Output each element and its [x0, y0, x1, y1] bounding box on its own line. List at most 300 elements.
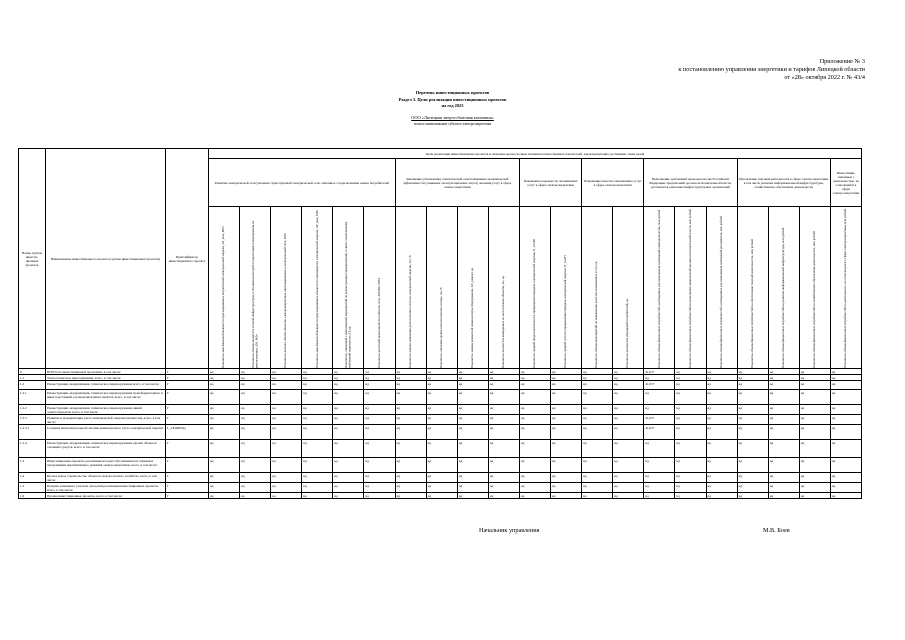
- row-value: нд: [209, 375, 240, 381]
- row-value: нд: [364, 440, 395, 458]
- row-value: нд: [333, 415, 364, 425]
- row-value: нд: [519, 440, 550, 458]
- header-indicator: [675, 207, 706, 369]
- row-value: нд: [395, 473, 426, 483]
- row-value: нд: [582, 425, 613, 440]
- header-project-id: Идентификатор инвестиционного проекта: [166, 149, 209, 369]
- appendix-date: от «28» октября 2022 г. № 43/4: [784, 74, 865, 81]
- header-indicator-label: Показатель максимальной мощности присоединяемых потребителей электрической энергии, ΔР_max, МВт: [221, 225, 226, 368]
- header-indicator-label: Показатель максимальной мощности присоединяемых объектов по производству электрической энергии, ΔР_max, МВт: [314, 209, 319, 368]
- row-value: нд: [551, 369, 582, 375]
- row-value: нд: [488, 440, 519, 458]
- row-value: нд: [644, 458, 675, 473]
- row-value: нд: [271, 493, 302, 499]
- row-value: нд: [706, 493, 737, 499]
- row-value: нд: [302, 425, 333, 440]
- row-value: нд: [551, 473, 582, 483]
- row-value: нд: [768, 440, 799, 458]
- title-line-2: Раздел 3. Цели реализации инвестиционных проектов: [398, 96, 507, 102]
- row-value: нд: [364, 483, 395, 493]
- header-goal-group: Выполнение требований законодательства Российской Федерации, предписаний органов исполнительной власти, регламентов рыночных инфраструктурных организаций: [644, 159, 737, 207]
- row-value: нд: [768, 375, 799, 381]
- row-value: нд: [737, 483, 768, 493]
- row-value: нд: [395, 390, 426, 405]
- row-value: нд: [768, 473, 799, 483]
- header-indicator: [582, 207, 613, 369]
- row-value: нд: [737, 473, 768, 483]
- row-project-name: Инвестиционные проекты, реализация которых обуславливается схемами и программами перспективного развития электроэнергетики, всего, в том числе:: [46, 458, 166, 473]
- row-project-name: Покупка земельных участков для целей реализации инвестиционных проектов, всего, в том числе:: [46, 483, 166, 493]
- row-value: нд: [457, 375, 488, 381]
- row-project-id: L_LEsk6052q: [166, 425, 209, 440]
- header-indicator-label: Показатель объема финансовых потребностей на выполнение предписаний органов исполнительной власти, млн рублей: [687, 208, 692, 368]
- row-value: нд: [675, 458, 706, 473]
- row-number: 1.2.3: [19, 415, 46, 425]
- row-value: нд: [395, 458, 426, 473]
- row-value: нд: [675, 405, 706, 415]
- row-number: 1.2.2: [19, 405, 46, 415]
- row-value: нд: [395, 425, 426, 440]
- row-value: нд: [333, 369, 364, 375]
- row-project-id: Г: [166, 405, 209, 415]
- header-indicator: [426, 207, 457, 369]
- row-value: нд: [737, 381, 768, 390]
- row-value: нд: [240, 390, 271, 405]
- row-value: нд: [613, 381, 644, 390]
- row-value: нд: [333, 425, 364, 440]
- row-value: нд: [613, 375, 644, 381]
- row-number: 1.2.1: [19, 390, 46, 405]
- appendix-number: Приложение № 3: [819, 58, 865, 65]
- row-value: нд: [582, 483, 613, 493]
- row-value: нд: [799, 425, 830, 440]
- row-value: 41,057: [644, 369, 675, 375]
- header-indicator: [706, 207, 737, 369]
- header-indicator-label: Показатель объема финансовых потребностей, необходимых для выполнения требований регламентов, млн рублей: [718, 215, 723, 368]
- row-value: нд: [799, 440, 830, 458]
- row-value: нд: [302, 493, 333, 499]
- row-value: нд: [613, 483, 644, 493]
- row-value: нд: [644, 440, 675, 458]
- header-indicator: [551, 207, 582, 369]
- row-value: нд: [302, 483, 333, 493]
- header-indicator-label: Показатель объема финансовых потребностей на деятельность, не относящуюся к сфере электроэнергетики, млн рублей: [843, 208, 848, 368]
- row-value: нд: [582, 369, 613, 375]
- row-value: нд: [675, 369, 706, 375]
- row-value: нд: [830, 390, 861, 405]
- table-row: [19, 473, 862, 483]
- header-indicator-label: Показатель объема финансовых потребностей на хозяйственное обеспечение деятельности, млн рублей: [812, 230, 817, 368]
- row-value: нд: [830, 425, 861, 440]
- row-value: нд: [768, 405, 799, 415]
- row-value: нд: [551, 381, 582, 390]
- row-value: нд: [799, 369, 830, 375]
- row-value: нд: [240, 375, 271, 381]
- header-indicator: [302, 207, 333, 369]
- table-row: [19, 483, 862, 493]
- row-value: нд: [302, 440, 333, 458]
- row-value: нд: [799, 381, 830, 390]
- row-value: нд: [271, 381, 302, 390]
- row-value: нд: [426, 440, 457, 458]
- row-value: нд: [395, 405, 426, 415]
- row-value: нд: [302, 405, 333, 415]
- organization-name: ООО «Липецкая энергосбытовая компания»: [411, 114, 494, 120]
- row-value: нд: [364, 493, 395, 499]
- row-number: 1.2: [19, 381, 46, 390]
- header-indicator: [209, 207, 240, 369]
- row-value: нд: [799, 493, 830, 499]
- row-value: 41,057: [644, 425, 675, 440]
- row-value: нд: [395, 369, 426, 375]
- row-value: нд: [364, 473, 395, 483]
- row-value: нд: [302, 369, 333, 375]
- row-value: нд: [209, 415, 240, 425]
- row-value: нд: [426, 415, 457, 425]
- row-project-id: Г: [166, 415, 209, 425]
- row-value: нд: [240, 415, 271, 425]
- row-value: 41,057: [644, 381, 675, 390]
- row-project-id: Г: [166, 458, 209, 473]
- row-number: 1.3: [19, 458, 46, 473]
- row-project-id: Г: [166, 493, 209, 499]
- row-value: нд: [582, 440, 613, 458]
- row-number: 1.4: [19, 473, 46, 483]
- row-value: нд: [488, 458, 519, 473]
- header-indicator: [519, 207, 550, 369]
- header-group-number: Номер группы инвести-ционных проектов: [19, 149, 46, 369]
- row-value: нд: [488, 375, 519, 381]
- row-value: нд: [209, 458, 240, 473]
- row-value: нд: [706, 369, 737, 375]
- row-value: нд: [613, 415, 644, 425]
- header-indicator: [240, 207, 271, 369]
- row-number: 1.1: [19, 375, 46, 381]
- table-row: [19, 493, 862, 499]
- row-value: нд: [830, 405, 861, 415]
- row-value: нд: [551, 458, 582, 473]
- row-value: нд: [333, 381, 364, 390]
- header-indicator-label: Показатель объема финансовых потребностей, необходимых для выполнения требований законодательства, млн рублей: [656, 209, 661, 368]
- row-value: нд: [209, 381, 240, 390]
- row-number: 0: [19, 369, 46, 375]
- row-value: нд: [426, 425, 457, 440]
- header-goals-super: Цели реализации инвестиционных проектов и плановые краткосрочные значения количественных показателей, характеризующих достижение таких целей: [209, 149, 862, 159]
- row-value: нд: [551, 405, 582, 415]
- row-value: нд: [426, 458, 457, 473]
- row-value: нд: [519, 381, 550, 390]
- row-value: нд: [426, 483, 457, 493]
- row-value: нд: [488, 369, 519, 375]
- row-value: нд: [644, 473, 675, 483]
- row-value: нд: [768, 415, 799, 425]
- row-value: нд: [364, 369, 395, 375]
- row-value: нд: [271, 415, 302, 425]
- header-goal-group: Повышение надежности оказываемых услуг в сфере электроэнергетики: [519, 159, 581, 207]
- row-value: нд: [706, 473, 737, 483]
- row-value: нд: [613, 473, 644, 483]
- row-value: нд: [426, 381, 457, 390]
- row-value: нд: [395, 483, 426, 493]
- row-value: нд: [519, 375, 550, 381]
- row-value: нд: [426, 375, 457, 381]
- row-value: нд: [706, 440, 737, 458]
- row-project-name: Развитие и модернизация учета электрической энергии (мощности), всего, в том числе:: [46, 415, 166, 425]
- appendix-decree: к постановлению управления энергетики и тарифов Липецкой области: [678, 66, 865, 73]
- row-value: нд: [799, 473, 830, 483]
- row-value: нд: [830, 369, 861, 375]
- row-value: нд: [675, 381, 706, 390]
- row-value: нд: [675, 425, 706, 440]
- row-value: нд: [830, 458, 861, 473]
- row-project-name: Реконструкция, модернизация, техническое перевооружение линий электропередачи, всего, в том числе:: [46, 405, 166, 415]
- row-value: нд: [830, 415, 861, 425]
- organization-caption: полное наименование субъекта электроэнергетики: [413, 122, 492, 126]
- row-value: нд: [333, 375, 364, 381]
- row-value: нд: [302, 390, 333, 405]
- row-value: нд: [582, 415, 613, 425]
- row-value: нд: [830, 493, 861, 499]
- row-value: нд: [830, 483, 861, 493]
- row-value: нд: [706, 390, 737, 405]
- row-number: 1.2.3.1: [19, 425, 46, 440]
- row-value: нд: [737, 369, 768, 375]
- row-value: нд: [395, 415, 426, 425]
- row-value: нд: [799, 415, 830, 425]
- row-value: нд: [737, 375, 768, 381]
- investment-goals-table: [18, 148, 862, 499]
- row-value: нд: [395, 440, 426, 458]
- row-value: нд: [364, 375, 395, 381]
- header-indicator: [395, 207, 426, 369]
- row-number: 1.5: [19, 483, 46, 493]
- table-row: [19, 425, 862, 440]
- row-value: нд: [395, 381, 426, 390]
- row-value: нд: [488, 405, 519, 415]
- header-indicator-label: Показатель оценки изменения доли полезного отпуска электрической энергии, ΔЭ, %: [407, 254, 412, 368]
- row-value: нд: [240, 483, 271, 493]
- row-value: нд: [519, 390, 550, 405]
- row-project-name: Реконструкция, модернизация, техническое перевооружение всего, в том числе:: [46, 381, 166, 390]
- row-value: нд: [830, 473, 861, 483]
- row-value: нд: [799, 405, 830, 415]
- row-value: нд: [457, 405, 488, 415]
- header-indicator-label: Показатель количества выведенных из эксплуатации объектов, ΔL, ед.: [501, 274, 506, 368]
- row-value: 41,057: [644, 415, 675, 425]
- row-value: нд: [457, 425, 488, 440]
- row-value: нд: [582, 473, 613, 483]
- row-value: нд: [333, 458, 364, 473]
- row-value: нд: [395, 493, 426, 499]
- row-value: нд: [675, 493, 706, 499]
- row-value: нд: [830, 440, 861, 458]
- header-indicator-label: Показатель объема финансовых потребностей на развитие информационной инфраструктуры, млн рублей: [780, 227, 785, 368]
- row-value: нд: [271, 473, 302, 483]
- row-value: нд: [457, 440, 488, 458]
- row-project-name: ВСЕГО по инвестиционной программе, в том числе:: [46, 369, 166, 375]
- row-value: нд: [768, 390, 799, 405]
- row-project-id: Г: [166, 440, 209, 458]
- row-value: нд: [675, 483, 706, 493]
- row-value: нд: [488, 493, 519, 499]
- row-value: нд: [457, 415, 488, 425]
- row-value: нд: [457, 381, 488, 390]
- row-value: нд: [364, 458, 395, 473]
- row-value: нд: [644, 483, 675, 493]
- row-value: нд: [519, 405, 550, 415]
- row-value: нд: [799, 483, 830, 493]
- row-value: нд: [209, 493, 240, 499]
- row-project-id: Г: [166, 473, 209, 483]
- row-value: нд: [457, 390, 488, 405]
- signature-position: Начальник управления: [479, 527, 540, 534]
- row-value: нд: [737, 405, 768, 415]
- table-row: [19, 440, 862, 458]
- row-value: нд: [582, 458, 613, 473]
- row-value: нд: [675, 415, 706, 425]
- row-value: нд: [457, 458, 488, 473]
- row-value: нд: [333, 390, 364, 405]
- row-value: нд: [271, 405, 302, 415]
- row-value: нд: [364, 405, 395, 415]
- row-value: нд: [519, 425, 550, 440]
- row-value: нд: [613, 369, 644, 375]
- row-value: нд: [271, 375, 302, 381]
- row-value: нд: [209, 369, 240, 375]
- row-value: нд: [675, 440, 706, 458]
- row-value: нд: [644, 405, 675, 415]
- row-value: нд: [426, 369, 457, 375]
- row-value: нд: [737, 390, 768, 405]
- row-project-name: Технологическое присоединение, всего, в том числе:: [46, 375, 166, 381]
- row-value: нд: [488, 483, 519, 493]
- row-value: нд: [737, 415, 768, 425]
- row-value: нд: [644, 390, 675, 405]
- header-indicator-label: Показатель количества обращений потребителей, ед.: [625, 297, 630, 368]
- header-indicator-label: Показатель объема финансовых потребностей на обеспечение текущей деятельности, млн рублей: [749, 238, 754, 368]
- row-value: нд: [613, 458, 644, 473]
- row-value: нд: [768, 493, 799, 499]
- row-value: нд: [644, 375, 675, 381]
- header-indicator-label: Показатель, связанный с выполнением мероприятий по реконструкции (модернизации) в связи с выполнением требований надежности, ΔТ, ед.: [343, 221, 352, 368]
- row-value: нд: [551, 483, 582, 493]
- row-value: нд: [519, 473, 550, 483]
- header-indicator: [488, 207, 519, 369]
- row-project-id: Г: [166, 390, 209, 405]
- row-value: нд: [333, 493, 364, 499]
- row-value: нд: [457, 473, 488, 483]
- row-value: нд: [675, 375, 706, 381]
- signature-name: М.В. Боев: [763, 527, 790, 534]
- row-project-name: Реконструкция, модернизация, техническое перевооружение трансформаторных и иных подстанций, распределительных пунктов, всего, в том числе:: [46, 390, 166, 405]
- row-project-name: Реконструкция, модернизация, техническое перевооружение прочих объектов основных средств, всего, в том числе:: [46, 440, 166, 458]
- row-value: нд: [830, 375, 861, 381]
- row-value: нд: [551, 415, 582, 425]
- header-indicator-label: Показатель снижения уровня технологических потерь, Δп, %: [438, 286, 443, 368]
- header-indicator-label: Показатель полного объема объектов электроэнергетики, присоединяемых к электрической сети, МВт: [283, 232, 288, 368]
- title-line-3: на год 2023: [441, 103, 464, 108]
- header-indicator-label: Показатель объема мощности сетевой инфраструктуры, в отношении которой осуществляются мероприятия по реконструкции, ΔМ, МВт: [250, 220, 259, 368]
- header-goal-group: Развитие электрической сети/усиление существующей электрической сети, связанное с подключением новых потребителей: [209, 159, 396, 207]
- row-value: нд: [551, 390, 582, 405]
- row-value: нд: [240, 369, 271, 375]
- document-title: [0, 90, 905, 128]
- header-indicator: [271, 207, 302, 369]
- row-value: нд: [209, 405, 240, 415]
- row-value: нд: [613, 405, 644, 415]
- row-value: нд: [582, 493, 613, 499]
- row-value: нд: [830, 381, 861, 390]
- row-value: нд: [706, 458, 737, 473]
- row-value: нд: [271, 425, 302, 440]
- row-value: нд: [364, 381, 395, 390]
- row-value: нд: [240, 458, 271, 473]
- row-value: нд: [240, 425, 271, 440]
- row-value: нд: [457, 369, 488, 375]
- row-value: нд: [240, 405, 271, 415]
- row-value: нд: [519, 458, 550, 473]
- row-value: нд: [706, 375, 737, 381]
- row-value: нд: [271, 458, 302, 473]
- header-indicator: [613, 207, 644, 369]
- row-value: нд: [364, 415, 395, 425]
- row-number: 1.2.4: [19, 440, 46, 458]
- row-value: нд: [302, 458, 333, 473]
- row-value: нд: [644, 493, 675, 499]
- row-project-id: Г: [166, 381, 209, 390]
- header-indicator-label: Показатель расчетной пропускной способности сети, ΔΣМВА, МВА: [376, 277, 381, 368]
- row-project-name: Создание интеллектуальной системы коммерческого учета электрической энергии: [46, 425, 166, 440]
- row-value: нд: [271, 369, 302, 375]
- header-goal-group: Инвестиции, связанные с деятельностью, не относящейся к сфере электроэнергетики: [830, 159, 861, 207]
- row-value: нд: [488, 473, 519, 483]
- header-indicator: [364, 207, 395, 369]
- row-number: 1.6: [19, 493, 46, 499]
- header-indicator-label: Показатель средней продолжительности прекращения передачи электрической энергии, П_SAIDI: [532, 238, 537, 368]
- row-value: нд: [209, 425, 240, 440]
- row-value: нд: [519, 415, 550, 425]
- header-indicator: [799, 207, 830, 369]
- header-indicator-label: Показатель замены ремонтной номенклатуры оборудования, ΔN_ремонт, ед.: [470, 266, 474, 368]
- row-value: нд: [799, 375, 830, 381]
- row-value: нд: [551, 493, 582, 499]
- row-value: нд: [768, 369, 799, 375]
- row-value: нд: [209, 440, 240, 458]
- row-value: нд: [302, 381, 333, 390]
- row-value: нд: [675, 473, 706, 483]
- table-row: [19, 381, 862, 390]
- row-value: нд: [488, 381, 519, 390]
- title-line-1: Перечень инвестиционных проектов: [415, 90, 490, 95]
- header-indicator: [333, 207, 364, 369]
- header-indicator: [768, 207, 799, 369]
- row-value: нд: [706, 405, 737, 415]
- row-value: нд: [613, 425, 644, 440]
- row-value: нд: [706, 381, 737, 390]
- row-value: нд: [395, 375, 426, 381]
- row-value: нд: [706, 425, 737, 440]
- row-value: нд: [364, 390, 395, 405]
- row-value: нд: [488, 425, 519, 440]
- row-value: нд: [799, 458, 830, 473]
- header-indicator: [457, 207, 488, 369]
- row-project-name: Прочие инвестиционные проекты, всего, в том числе:: [46, 493, 166, 499]
- row-value: нд: [582, 405, 613, 415]
- row-value: нд: [799, 390, 830, 405]
- row-value: нд: [675, 390, 706, 405]
- row-value: нд: [519, 483, 550, 493]
- table-row: [19, 458, 862, 473]
